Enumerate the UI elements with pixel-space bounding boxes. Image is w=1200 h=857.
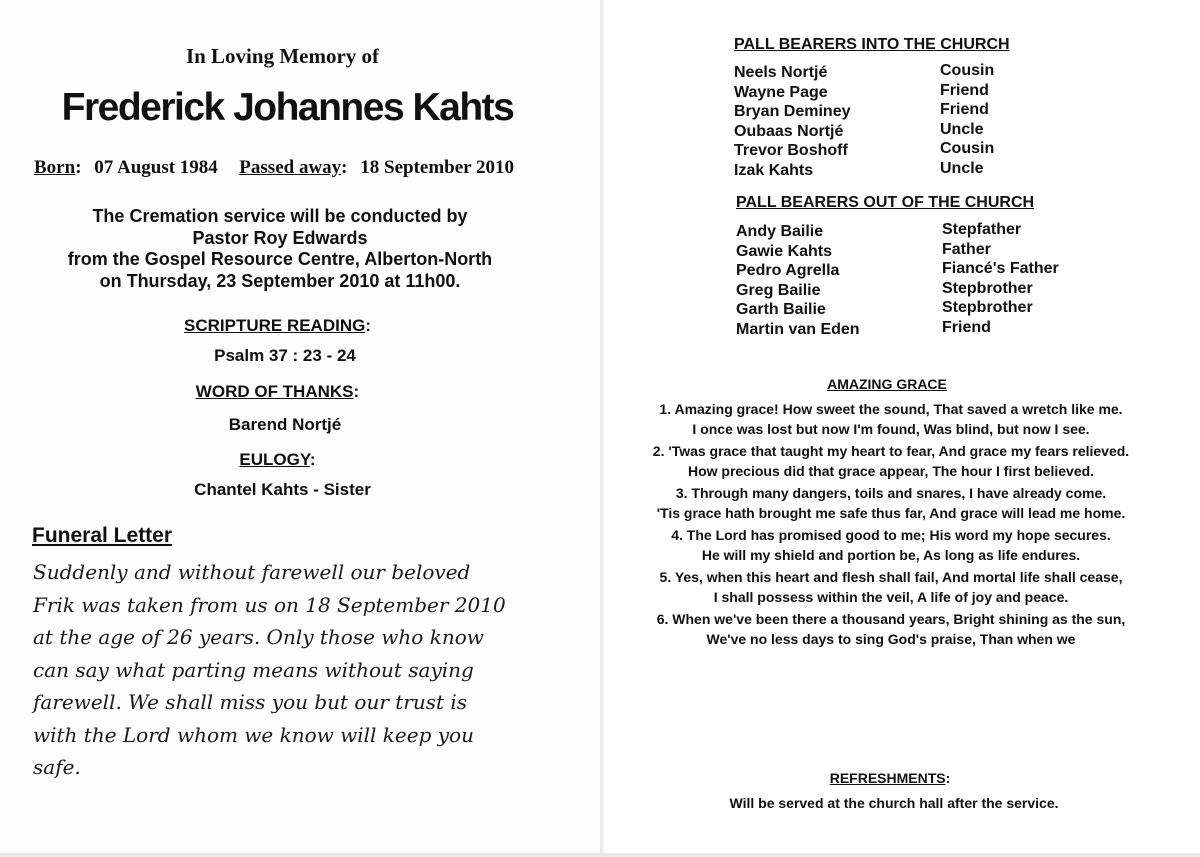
- letter-line: Suddenly and without farewell our beloved: [33, 560, 471, 584]
- bearer-relation: Cousin: [940, 140, 995, 158]
- hymn-verse: [636, 442, 1146, 481]
- bearer-name: Greg Bailie: [736, 281, 821, 299]
- bearer-relation: Uncle: [940, 159, 984, 177]
- pall-out-list: [736, 222, 1059, 340]
- thanks-label: WORD OF THANKS: [195, 382, 354, 401]
- letter-line: with the Lord whom we know will keep you: [33, 722, 474, 747]
- pall-in-title: PALL BEARERS INTO THE CHURCH: [734, 36, 1010, 53]
- verse-line: 1. Amazing grace! How sweet the sound, That saved a wretch like me.: [659, 401, 1123, 417]
- born-label: Born: [34, 157, 76, 178]
- bearer-name: Andy Bailie: [736, 223, 824, 240]
- refreshments-label: REFRESHMENTS: [829, 770, 946, 786]
- verse-line: We've no less days to sing God's praise, Than when we: [706, 630, 1076, 647]
- memory-heading: In Loving Memory of: [185, 44, 380, 68]
- bearer-relation: Uncle: [940, 120, 984, 138]
- verse-line: 6. When we've been there a thousand years, Bright shining as the sun,: [656, 611, 1126, 627]
- scripture-label: SCRIPTURE READING: [183, 316, 366, 335]
- verse-line: He will my shield and portion be, As long as life endures.: [701, 546, 1081, 563]
- scripture-heading: SCRIPTURE READING:: [183, 316, 372, 335]
- bearer-relation: Cousin: [940, 62, 995, 79]
- bearer-name: Trevor Boshoff: [734, 142, 848, 160]
- bearer-name: Pedro Agrella: [736, 262, 840, 280]
- bearer-name: Oubaas Nortjé: [734, 122, 844, 140]
- letter-line: at the age of 26 years. Only those who know: [33, 625, 484, 649]
- pall-out-title: PALL BEARERS OUT OF THE CHURCH: [736, 194, 1035, 211]
- bearer-name: Garth Bailie: [736, 301, 826, 319]
- verse-line: How precious did that grace appear, The hour I first believed.: [687, 462, 1095, 479]
- verse-line: I shall possess within the veil, A life of joy and peace.: [713, 588, 1069, 605]
- service-details: [0, 206, 560, 292]
- service-line: The Cremation service will be conducted by: [92, 206, 468, 226]
- bearer-relation: Stepbrother: [942, 299, 1033, 317]
- bearer-relation: Stepfather: [942, 221, 1022, 238]
- bearer-relation: Stepbrother: [942, 279, 1033, 297]
- life-dates: Born: 07 August 1984 Passed away: 18 September 2010: [34, 157, 514, 178]
- list-item: [736, 300, 1059, 320]
- deceased-name: Frederick Johannes Kahts: [61, 86, 514, 129]
- hymn-title: AMAZING GRACE: [827, 376, 947, 392]
- verse-line: I once was lost but now I'm found, Was blind, but now I see.: [692, 420, 1090, 437]
- eulogy-heading: EULOGY:: [239, 450, 316, 469]
- service-line: on Thursday, 23 September 2010 at 11h00.: [99, 270, 461, 291]
- letter-line: can say what parting means without saying: [33, 657, 474, 682]
- hymn-verses: [636, 400, 1146, 652]
- bearer-relation: Father: [942, 240, 991, 258]
- funeral-letter-title: Funeral Letter: [32, 524, 173, 547]
- letter-line: farewell. We shall miss you but our trust is: [33, 690, 468, 714]
- verse-line: 'Tis grace hath brought me safe thus far, And grace will lead me home.: [656, 504, 1126, 521]
- bearer-name: Neels Nortjé: [734, 64, 828, 81]
- verse-line: 3. Through many dangers, toils and snares, I have already come.: [675, 485, 1107, 501]
- page-bottom-edge: [0, 853, 1200, 857]
- born-date: 07 August 1984: [94, 157, 218, 178]
- thanks-value: Barend Nortjé: [228, 415, 342, 434]
- pall-in-list: [734, 63, 994, 181]
- hymn-verse: [636, 568, 1146, 607]
- service-line: from the Gospel Resource Centre, Alberton-North: [67, 249, 493, 269]
- hymn-verse: [636, 610, 1146, 649]
- eulogy-label: EULOGY: [239, 450, 310, 469]
- scripture-value: Psalm 37 : 23 - 24: [214, 346, 356, 365]
- thanks-heading: WORD OF THANKS:: [195, 382, 360, 401]
- list-item: [734, 161, 994, 181]
- letter-line: Frik was taken from us on 18 September 2010: [33, 592, 506, 617]
- list-item: [736, 222, 1059, 242]
- verse-line: 4. The Lord has promised good to me; His word my hope secures.: [671, 527, 1111, 543]
- hymn-verse: [636, 400, 1146, 439]
- list-item: [736, 320, 1059, 340]
- hymn-verse: [636, 526, 1146, 565]
- letter-line: safe.: [33, 755, 81, 779]
- hymn-verse: [636, 484, 1146, 523]
- bearer-name: Wayne Page: [734, 83, 828, 101]
- bearer-relation: Fiancé's Father: [942, 260, 1059, 278]
- verse-line: 5. Yes, when this heart and flesh shall fail, And mortal life shall cease,: [659, 569, 1123, 585]
- verse-line: 2. 'Twas grace that taught my heart to fear, And grace my fears relieved.: [652, 443, 1130, 459]
- passed-date: 18 September 2010: [360, 157, 514, 178]
- service-line: Pastor Roy Edwards: [192, 227, 368, 248]
- bearer-relation: Friend: [940, 81, 989, 99]
- bearer-name: Martin van Eden: [736, 320, 860, 338]
- bearer-name: Gawie Kahts: [736, 242, 833, 260]
- refreshments-value: Will be served at the church hall after the service.: [729, 795, 1059, 811]
- bearer-name: Bryan Deminey: [734, 103, 851, 121]
- bearer-relation: Friend: [942, 318, 991, 336]
- refreshments-heading: REFRESHMENTS:: [829, 770, 951, 786]
- passed-label: Passed away: [239, 157, 342, 178]
- bearer-name: Izak Kahts: [734, 161, 814, 179]
- eulogy-value: Chantel Kahts - Sister: [194, 480, 371, 499]
- funeral-letter-body: [33, 556, 578, 784]
- bearer-relation: Friend: [940, 101, 989, 119]
